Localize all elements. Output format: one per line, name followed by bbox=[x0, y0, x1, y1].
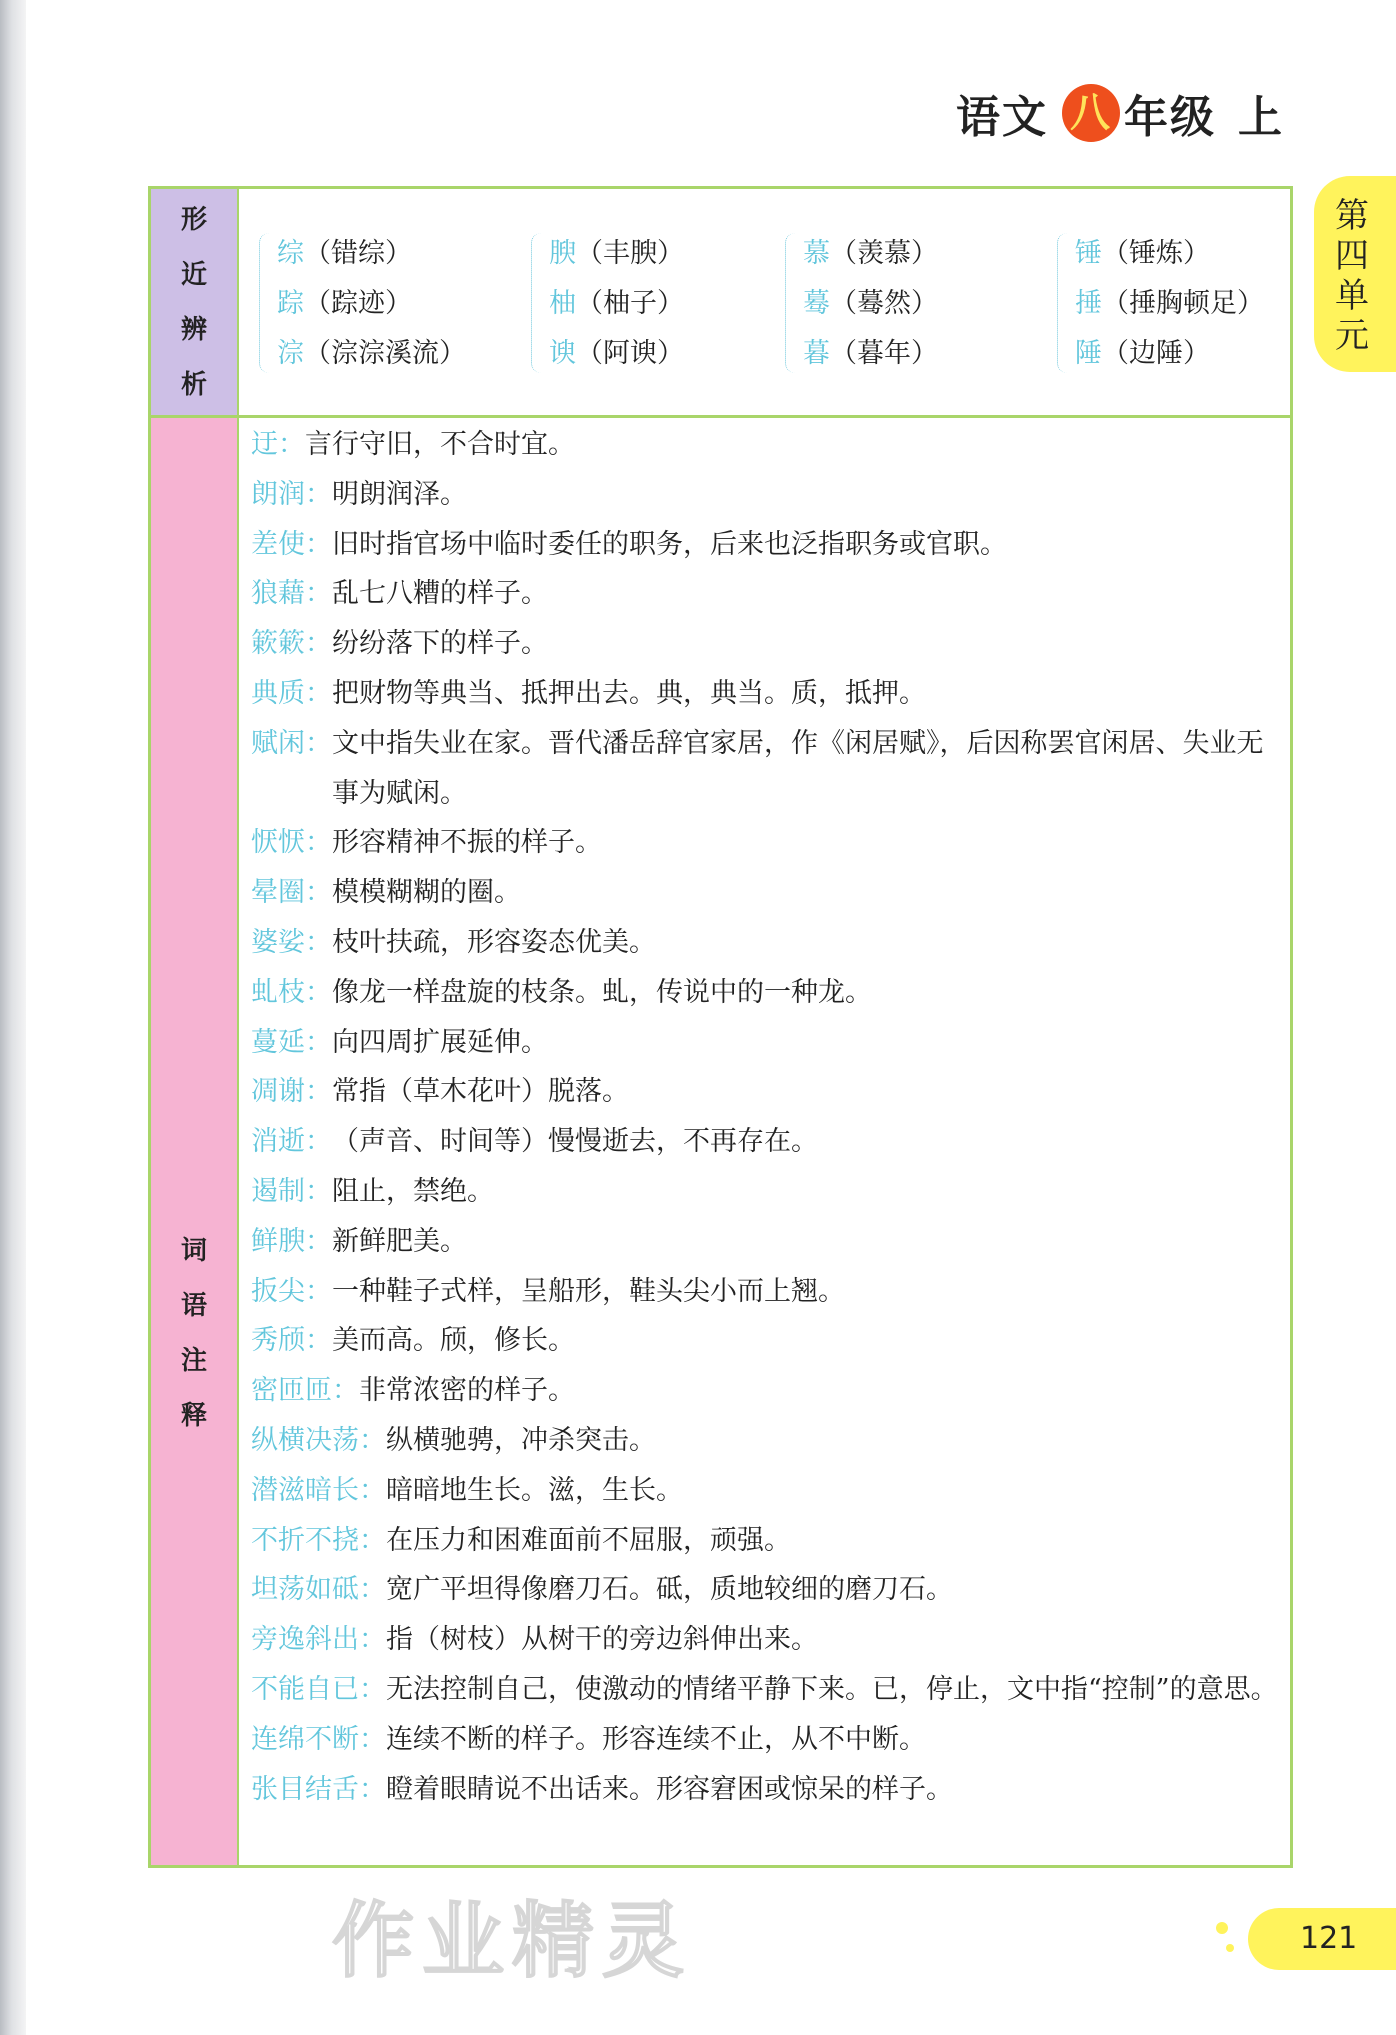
glossary-term: 迂： bbox=[251, 429, 305, 460]
glossary-definition: 纷纷落下的样子。 bbox=[332, 628, 548, 660]
grade-label: 年级 bbox=[1124, 92, 1216, 143]
label-char: 语 bbox=[180, 1291, 207, 1321]
similar-word: 柚（柚子） bbox=[549, 288, 684, 319]
glossary-entry bbox=[251, 818, 1280, 868]
page-number: 121 bbox=[1300, 1921, 1358, 1956]
label-char: 词 bbox=[180, 1236, 207, 1266]
glossary-term: 遏制： bbox=[251, 1175, 332, 1207]
glossary-definition: 像龙一样盘旋的枝条。虬，传说中的一种龙。 bbox=[332, 976, 872, 1008]
glossary-definition: 文中指失业在家。晋代潘岳辞官家居，作《闲居赋》，后因称罢官闲居、失业无事为赋闲。 bbox=[332, 727, 1264, 809]
glossary-entry bbox=[251, 619, 1280, 669]
glossary-definition: 宽广平坦得像磨刀石。砥，质地较细的磨刀石。 bbox=[386, 1574, 953, 1606]
similar-word: 蓦（蓦然） bbox=[803, 288, 938, 319]
glossary-definition: 在压力和困难面前不屈服，顽强。 bbox=[386, 1524, 791, 1556]
glossary-definition: （声音、时间等）慢慢逝去，不再存在。 bbox=[332, 1126, 818, 1158]
glossary-entry bbox=[251, 470, 1280, 520]
glossary-term: 不折不挠： bbox=[251, 1524, 386, 1556]
watermark: 作业精灵 bbox=[332, 1894, 693, 1989]
similar-word: 慕（羡慕） bbox=[803, 238, 938, 269]
glossary-term: 秀颀： bbox=[251, 1325, 332, 1357]
glossary-definition: 常指（草木花叶）脱落。 bbox=[332, 1076, 629, 1108]
glossary-entry bbox=[251, 1416, 1280, 1466]
glossary-section-label bbox=[151, 418, 239, 1865]
brace-decoration bbox=[531, 233, 544, 373]
label-char: 析 bbox=[180, 370, 207, 400]
glossary-definition: 形容精神不振的样子。 bbox=[332, 827, 602, 859]
splash-dot bbox=[1216, 1922, 1228, 1934]
similar-word: 淙（淙淙溪流） bbox=[277, 338, 466, 369]
glossary-term: 朗润： bbox=[251, 478, 332, 510]
glossary-term: 扳尖： bbox=[251, 1275, 332, 1307]
glossary-definition: 美而高。颀，修长。 bbox=[332, 1325, 575, 1357]
glossary-entry bbox=[251, 1217, 1280, 1267]
similar-word: 腴（丰腴） bbox=[549, 238, 684, 269]
glossary-entry bbox=[251, 1366, 1280, 1416]
glossary-term: 消逝： bbox=[251, 1126, 332, 1158]
glossary-term: 凋谢： bbox=[251, 1076, 332, 1108]
book-spine-shadow bbox=[0, 0, 26, 2035]
glossary-definition: 枝叶扶疏，形容姿态优美。 bbox=[332, 926, 656, 958]
glossary-entry bbox=[251, 719, 1280, 819]
glossary-entry bbox=[251, 520, 1280, 570]
glossary-term: 狼藉： bbox=[251, 578, 332, 610]
subject-label: 语文 bbox=[956, 92, 1048, 143]
glossary-entry bbox=[251, 1316, 1280, 1366]
vocabulary-table bbox=[148, 186, 1293, 1868]
glossary-definition: 一种鞋子式样，呈船形，鞋头尖小而上翘。 bbox=[332, 1275, 845, 1307]
page-number-badge bbox=[1248, 1908, 1396, 1970]
glossary-term: 张目结舌： bbox=[251, 1773, 386, 1805]
glossary-definition: 言行守旧，不合时宜。 bbox=[305, 429, 575, 460]
glossary-definition: 指（树枝）从树干的旁边斜伸出来。 bbox=[386, 1624, 818, 1656]
brace-decoration bbox=[785, 233, 798, 373]
glossary-definition: 非常浓密的样子。 bbox=[359, 1375, 575, 1407]
glossary-term: 晕圈： bbox=[251, 877, 332, 909]
glossary-definition: 连续不断的样子。形容连续不止，从不中断。 bbox=[386, 1723, 926, 1755]
glossary-definition: 乱七八糟的样子。 bbox=[332, 578, 548, 610]
similar-characters-section bbox=[151, 189, 1290, 418]
glossary-term: 恹恹： bbox=[251, 827, 332, 859]
similar-word: 暮（暮年） bbox=[803, 338, 938, 369]
glossary-term: 潜滋暗长： bbox=[251, 1474, 386, 1506]
term-label: 上 bbox=[1238, 92, 1284, 143]
similar-section-label bbox=[151, 189, 239, 415]
glossary-entry bbox=[251, 569, 1280, 619]
glossary-entry bbox=[251, 1715, 1280, 1765]
splash-dot bbox=[1226, 1944, 1234, 1952]
glossary-entry bbox=[251, 968, 1280, 1018]
glossary-entry bbox=[251, 868, 1280, 918]
glossary-entry bbox=[251, 1167, 1280, 1217]
label-char: 辨 bbox=[180, 315, 207, 345]
glossary-term: 旁逸斜出： bbox=[251, 1624, 386, 1656]
glossary-term: 蔓延： bbox=[251, 1026, 332, 1058]
glossary-definition: 明朗润泽。 bbox=[332, 478, 467, 510]
glossary-entry bbox=[251, 1018, 1280, 1068]
glossary-entry bbox=[251, 918, 1280, 968]
glossary-entry bbox=[251, 669, 1280, 719]
label-char: 释 bbox=[180, 1401, 207, 1431]
glossary-entry bbox=[251, 420, 1280, 470]
glossary-definition: 暗暗地生长。滋，生长。 bbox=[386, 1474, 683, 1506]
glossary-term: 簌簌： bbox=[251, 628, 332, 660]
glossary-term: 赋闲： bbox=[251, 727, 332, 759]
glossary-term: 差使： bbox=[251, 528, 332, 560]
glossary-definition: 旧时指官场中临时委任的职务，后来也泛指职务或官职。 bbox=[332, 528, 1007, 560]
glossary-definition: 向四周扩展延伸。 bbox=[332, 1026, 548, 1058]
unit-tab bbox=[1314, 176, 1396, 372]
similar-word: 捶（捶胸顿足） bbox=[1075, 288, 1264, 319]
similar-word: 陲（边陲） bbox=[1075, 338, 1210, 369]
glossary-term: 鲜腴： bbox=[251, 1225, 332, 1257]
glossary-list bbox=[251, 418, 1280, 1814]
glossary-definition: 纵横驰骋，冲杀突击。 bbox=[386, 1424, 656, 1456]
brace-decoration bbox=[259, 233, 272, 373]
similar-word: 踪（踪迹） bbox=[277, 288, 412, 319]
glossary-entry bbox=[251, 1615, 1280, 1665]
page-header bbox=[956, 78, 1284, 148]
glossary-definition: 模模糊糊的圈。 bbox=[332, 877, 521, 909]
glossary-term: 纵横决荡： bbox=[251, 1424, 386, 1456]
glossary-definition: 把财物等典当、抵押出去。典，典当。质，抵押。 bbox=[332, 677, 926, 709]
glossary-definition: 阻止，禁绝。 bbox=[332, 1175, 494, 1207]
glossary-entry bbox=[251, 1466, 1280, 1516]
glossary-entry bbox=[251, 1067, 1280, 1117]
label-char: 形 bbox=[180, 205, 207, 235]
grade-circle-badge: 八 bbox=[1062, 84, 1120, 142]
glossary-term: 虬枝： bbox=[251, 976, 332, 1008]
label-char: 近 bbox=[180, 260, 207, 290]
label-char: 注 bbox=[180, 1346, 207, 1376]
glossary-entry bbox=[251, 1516, 1280, 1566]
similar-word: 锤（锤炼） bbox=[1075, 238, 1210, 269]
glossary-entry bbox=[251, 1117, 1280, 1167]
unit-tab-label: 第四单元 bbox=[1335, 196, 1369, 356]
glossary-term: 婆娑： bbox=[251, 926, 332, 958]
glossary-entry bbox=[251, 1267, 1280, 1317]
glossary-term: 不能自已： bbox=[251, 1673, 386, 1705]
glossary-term: 密匝匝： bbox=[251, 1375, 359, 1407]
similar-word: 谀（阿谀） bbox=[549, 338, 684, 369]
brace-decoration bbox=[1057, 233, 1070, 373]
glossary-definition: 无法控制自己，使激动的情绪平静下来。已，停止，文中指“控制”的意思。 bbox=[386, 1673, 1278, 1705]
glossary-entry bbox=[251, 1665, 1280, 1715]
glossary-entry bbox=[251, 1765, 1280, 1815]
glossary-definition: 瞪着眼睛说不出话来。形容窘困或惊呆的样子。 bbox=[386, 1773, 953, 1805]
similar-word: 综（错综） bbox=[277, 238, 412, 269]
glossary-definition: 新鲜肥美。 bbox=[332, 1225, 467, 1257]
glossary-entry bbox=[251, 1565, 1280, 1615]
glossary-term: 典质： bbox=[251, 677, 332, 709]
glossary-term: 坦荡如砥： bbox=[251, 1574, 386, 1606]
glossary-term: 连绵不断： bbox=[251, 1723, 386, 1755]
